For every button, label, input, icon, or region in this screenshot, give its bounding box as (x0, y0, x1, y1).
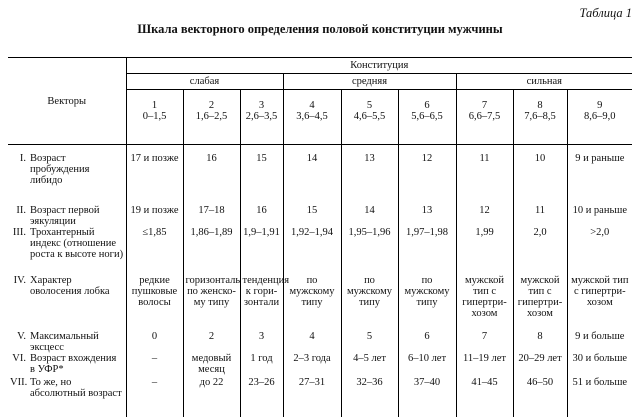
row-number: VII. (10, 377, 30, 399)
column-header-2 (183, 90, 240, 145)
value-cell: медовый месяц (183, 353, 240, 377)
value-cell: 2 (183, 331, 240, 353)
value-cell: мужской тип с гипертри-хозом (513, 275, 567, 331)
value-cell: мужской тип с гипертри-хозом (567, 275, 632, 331)
row-label-cell (8, 205, 126, 227)
value-cell: 1,9–1,91 (240, 227, 283, 275)
row-label-cell (8, 227, 126, 275)
value-cell: >2,0 (567, 227, 632, 275)
value-cell: 9 и больше (567, 331, 632, 353)
value-cell: 27–31 (283, 377, 341, 417)
value-cell: 9 и раньше (567, 145, 632, 206)
value-cell: 11 (513, 205, 567, 227)
value-cell: 30 и больше (567, 353, 632, 377)
column-range: 2,6–3,5 (243, 111, 281, 122)
value-cell: 1,86–1,89 (183, 227, 240, 275)
row-label: Возраст первой эякуляции (30, 205, 124, 227)
row-number: III. (10, 227, 30, 260)
row-number: IV. (10, 275, 30, 297)
value-cell: до 22 (183, 377, 240, 417)
row-label-cell (8, 145, 126, 206)
table-body (8, 145, 632, 417)
constitution-header: Конституция (126, 58, 632, 74)
value-cell: – (126, 377, 183, 417)
column-number: 9 (570, 100, 631, 111)
value-cell: 46–50 (513, 377, 567, 417)
column-range: 7,6–8,5 (516, 111, 565, 122)
value-cell: 8 (513, 331, 567, 353)
value-cell: 16 (240, 205, 283, 227)
value-cell: 5 (341, 331, 398, 353)
column-range: 5,6–6,5 (401, 111, 454, 122)
value-cell: 11 (456, 145, 513, 206)
column-number: 2 (186, 100, 238, 111)
value-cell: 1,97–1,98 (398, 227, 456, 275)
header-row-top (8, 58, 632, 74)
group-weak: слабая (126, 74, 283, 90)
column-range: 6,6–7,5 (459, 111, 511, 122)
value-cell: 2–3 года (283, 353, 341, 377)
column-number: 1 (129, 100, 181, 111)
value-cell: 15 (240, 145, 283, 206)
value-cell: 51 и больше (567, 377, 632, 417)
row-label: То же, но абсолютный возраст (30, 377, 124, 399)
column-header-4 (283, 90, 341, 145)
table-row (8, 205, 632, 227)
value-cell: мужской тип с гипертри-хозом (456, 275, 513, 331)
table-row (8, 145, 632, 206)
value-cell: по мужскому типу (283, 275, 341, 331)
row-label: Максимальный эксцесс (30, 331, 124, 353)
column-header-9 (567, 90, 632, 145)
row-label-cell (8, 275, 126, 331)
value-cell: 3 (240, 331, 283, 353)
column-header-3 (240, 90, 283, 145)
value-cell: 15 (283, 205, 341, 227)
column-range: 0–1,5 (129, 111, 181, 122)
value-cell: 10 и раньше (567, 205, 632, 227)
value-cell: 17–18 (183, 205, 240, 227)
column-number: 6 (401, 100, 454, 111)
value-cell: – (126, 353, 183, 377)
row-label: Возраст пробуждения либидо (30, 153, 124, 186)
group-strong: сильная (456, 74, 632, 90)
group-medium: средняя (283, 74, 456, 90)
column-range: 3,6–4,5 (286, 111, 339, 122)
row-label: Характер оволосения лобка (30, 275, 124, 297)
vectors-header: Векторы (8, 58, 126, 145)
value-cell: по мужскому типу (398, 275, 456, 331)
value-cell: 16 (183, 145, 240, 206)
value-cell: 14 (341, 205, 398, 227)
value-cell: 11–19 лет (456, 353, 513, 377)
value-cell: 19 и позже (126, 205, 183, 227)
column-number: 5 (344, 100, 396, 111)
column-header-7 (456, 90, 513, 145)
value-cell: 2,0 (513, 227, 567, 275)
value-cell: 17 и позже (126, 145, 183, 206)
row-label-cell (8, 377, 126, 417)
value-cell: 6–10 лет (398, 353, 456, 377)
table-row (8, 227, 632, 275)
value-cell: 7 (456, 331, 513, 353)
table-caption: Таблица 1 (580, 6, 632, 21)
value-cell: 41–45 (456, 377, 513, 417)
column-header-5 (341, 90, 398, 145)
constitution-table (8, 57, 632, 417)
column-range: 1,6–2,5 (186, 111, 238, 122)
value-cell: по мужскому типу (341, 275, 398, 331)
table-row (8, 331, 632, 353)
value-cell: 1 год (240, 353, 283, 377)
value-cell: 12 (456, 205, 513, 227)
value-cell: 12 (398, 145, 456, 206)
row-number: II. (10, 205, 30, 227)
value-cell: горизонталь по женско-му типу (183, 275, 240, 331)
value-cell: 0 (126, 331, 183, 353)
column-header-8 (513, 90, 567, 145)
value-cell: 6 (398, 331, 456, 353)
row-label-cell (8, 353, 126, 377)
value-cell: 1,99 (456, 227, 513, 275)
value-cell: 4–5 лет (341, 353, 398, 377)
value-cell: 10 (513, 145, 567, 206)
value-cell: 4 (283, 331, 341, 353)
value-cell: 13 (398, 205, 456, 227)
column-number: 7 (459, 100, 511, 111)
row-number: VI. (10, 353, 30, 375)
table-row (8, 353, 632, 377)
table-title: Шкала векторного определения половой конституции мужчины (0, 22, 640, 37)
row-label: Трохантерный индекс (отношение роста к высоте ноги) (30, 227, 124, 260)
value-cell: 13 (341, 145, 398, 206)
value-cell: редкие пушковые волосы (126, 275, 183, 331)
value-cell: 1,95–1,96 (341, 227, 398, 275)
value-cell: тенденция к гори-зонтали (240, 275, 283, 331)
value-cell: 14 (283, 145, 341, 206)
value-cell: ≤1,85 (126, 227, 183, 275)
row-number: I. (10, 153, 30, 186)
table-row (8, 377, 632, 417)
column-header-1 (126, 90, 183, 145)
value-cell: 20–29 лет (513, 353, 567, 377)
value-cell: 32–36 (341, 377, 398, 417)
value-cell: 23–26 (240, 377, 283, 417)
column-number: 8 (516, 100, 565, 111)
column-number: 4 (286, 100, 339, 111)
row-number: V. (10, 331, 30, 353)
row-label: Возраст вхождения в УФР* (30, 353, 124, 375)
column-range: 4,6–5,5 (344, 111, 396, 122)
value-cell: 1,92–1,94 (283, 227, 341, 275)
column-header-6 (398, 90, 456, 145)
row-label-cell (8, 331, 126, 353)
table-row (8, 275, 632, 331)
value-cell: 37–40 (398, 377, 456, 417)
column-number: 3 (243, 100, 281, 111)
column-range: 8,6–9,0 (570, 111, 631, 122)
